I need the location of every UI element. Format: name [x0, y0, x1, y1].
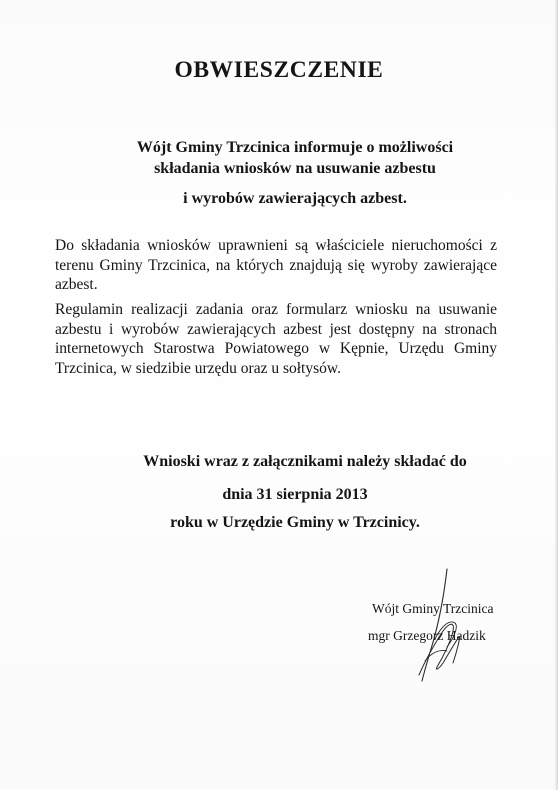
- paragraph-regulations: Regulamin realizacji zadania oraz formularz wniosku na usuwanie azbestu i wyrobów zawierających azbest jest dostępny na stronach internetowych Starostwa Powiatowego w Kępnie, Urzędu Gminy Trzcinica, w siedzibie urzędu oraz u sołtysów.: [55, 301, 497, 377]
- document-title: OBWIESZCZENIE: [174, 57, 384, 83]
- heading-line-3: i wyrobów zawierających azbest.: [183, 190, 407, 207]
- paragraph-eligibility: Do składania wniosków uprawnieni są właściciele nieruchomości z terenu Gminy Trzcinica, na których znajdują się wyroby zawierające azbest.: [55, 237, 497, 293]
- handwritten-signature-icon: [395, 565, 485, 690]
- announcement-heading: [60, 137, 530, 209]
- deadline-line-3: roku w Urzędzie Gminy w Trzcinicy.: [170, 514, 420, 531]
- deadline-line-2: dnia 31 sierpnia 2013: [222, 486, 368, 503]
- heading-line-2: składania wniosków na usuwanie azbestu: [154, 160, 436, 177]
- signature-name: mgr Grzegorz Hadzik: [368, 628, 486, 643]
- signature-title: Wójt Gminy Trzcinica: [372, 601, 494, 616]
- deadline-line-1: Wnioski wraz z załącznikami należy składać do: [143, 453, 467, 470]
- heading-line-1: Wójt Gminy Trzcinica informuje o możliwości: [136, 139, 454, 156]
